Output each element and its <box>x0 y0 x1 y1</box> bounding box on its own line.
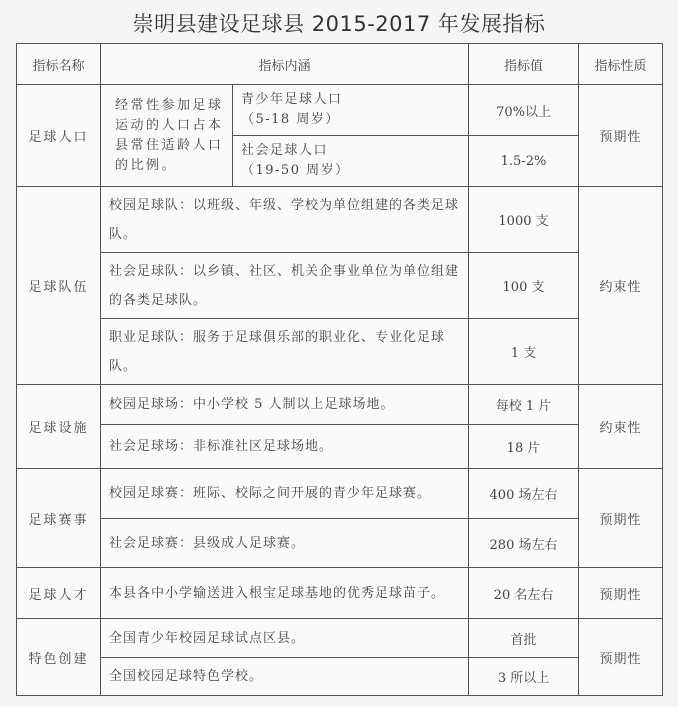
row-content <box>233 136 469 187</box>
group-definition: 经常性参加足球运动的人口占本县常住适龄人口的比例。 <box>101 85 233 187</box>
table-row <box>17 619 663 658</box>
indicators-table <box>16 43 663 696</box>
document-title: 崇明县建设足球县 2015-2017 年发展指标 <box>132 12 546 36</box>
group-nature: 预期性 <box>579 619 663 696</box>
row-content-line1: 青少年足球人口 <box>241 92 343 107</box>
group-name: 足球设施 <box>17 385 101 469</box>
group-name: 特色创建 <box>17 619 101 696</box>
row-value: 每校 1 片 <box>469 385 579 425</box>
row-value: 400 场左右 <box>469 469 579 519</box>
row-content: 社会足球场：非标准社区足球场地。 <box>101 425 469 469</box>
row-value: 1 支 <box>469 319 579 385</box>
table-row <box>17 568 663 619</box>
group-name: 足球人才 <box>17 568 101 619</box>
row-value: 首批 <box>469 619 579 658</box>
header-indicator-value: 指标值 <box>469 44 579 85</box>
table-row <box>17 187 663 253</box>
row-value: 20 名左右 <box>469 568 579 619</box>
row-content: 校园足球赛：班际、校际之间开展的青少年足球赛。 <box>101 469 469 519</box>
table-row <box>17 425 663 469</box>
row-content: 本县各中小学输送进入根宝足球基地的优秀足球苗子。 <box>101 568 469 619</box>
header-indicator-name: 指标名称 <box>17 44 101 85</box>
row-value: 1.5-2% <box>469 136 579 187</box>
row-value: 280 场左右 <box>469 519 579 568</box>
table-row <box>17 469 663 519</box>
row-value: 100 支 <box>469 253 579 319</box>
row-value: 18 片 <box>469 425 579 469</box>
row-value: 3 所以上 <box>469 658 579 696</box>
header-indicator-content: 指标内涵 <box>101 44 469 85</box>
table-header-row <box>17 44 663 85</box>
row-content <box>233 85 469 136</box>
group-name: 足球赛事 <box>17 469 101 568</box>
row-content-line2: （19-50 周岁） <box>241 163 350 178</box>
row-content: 校园足球队：以班级、年级、学校为单位组建的各类足球队。 <box>101 187 469 253</box>
row-content-line2: （5-18 周岁） <box>241 112 340 127</box>
header-indicator-nature: 指标性质 <box>579 44 663 85</box>
row-value: 1000 支 <box>469 187 579 253</box>
row-content: 社会足球赛：县级成人足球赛。 <box>101 519 469 568</box>
table-row <box>17 658 663 696</box>
row-content: 校园足球场：中小学校 5 人制以上足球场地。 <box>101 385 469 425</box>
row-content: 全国青少年校园足球试点区县。 <box>101 619 469 658</box>
group-nature: 约束性 <box>579 385 663 469</box>
group-nature: 约束性 <box>579 187 663 385</box>
table-row <box>17 385 663 425</box>
table-row <box>17 519 663 568</box>
group-nature: 预期性 <box>579 568 663 619</box>
group-name: 足球队伍 <box>17 187 101 385</box>
group-name: 足球人口 <box>17 85 101 187</box>
row-content: 职业足球队：服务于足球俱乐部的职业化、专业化足球队。 <box>101 319 469 385</box>
table-row <box>17 319 663 385</box>
table-row <box>17 85 663 136</box>
row-value: 70%以上 <box>469 85 579 136</box>
group-nature: 预期性 <box>579 469 663 568</box>
row-content-line1: 社会足球人口 <box>241 143 329 158</box>
table-row <box>17 253 663 319</box>
row-content: 社会足球队：以乡镇、社区、机关企事业单位为单位组建的各类足球队。 <box>101 253 469 319</box>
group-nature: 预期性 <box>579 85 663 187</box>
row-content: 全国校园足球特色学校。 <box>101 658 469 696</box>
